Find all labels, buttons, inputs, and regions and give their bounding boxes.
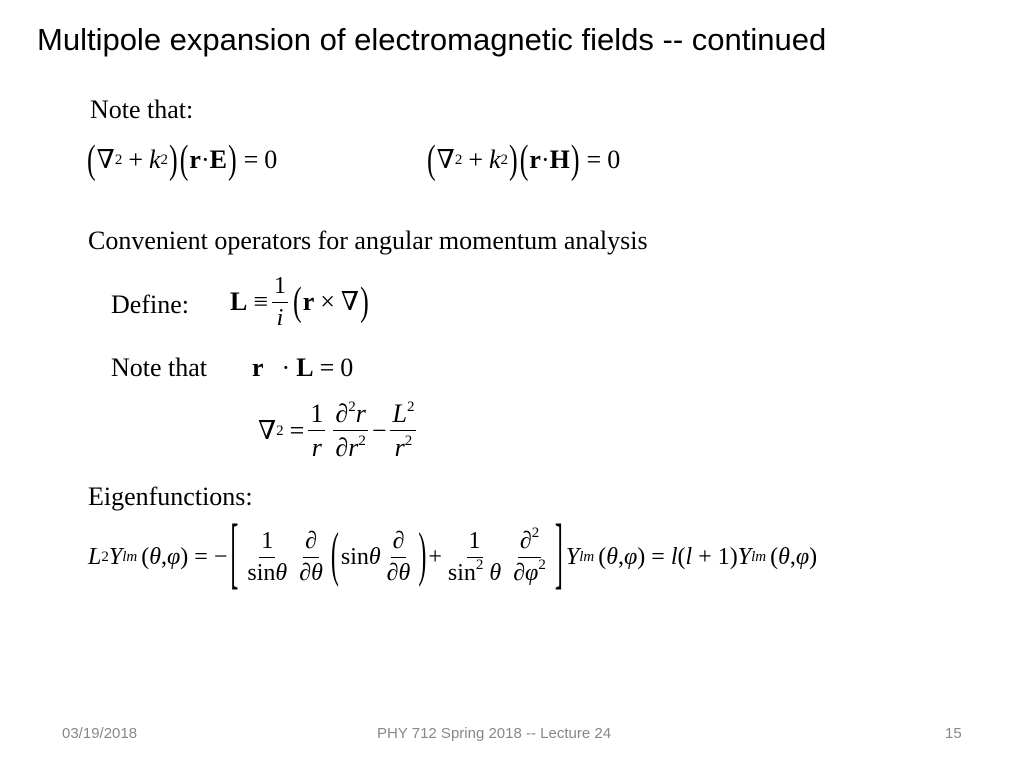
laplacian-equation: ∇ 2 = $\frac{1}{r}$ $\frac{\partial^2r}{\partial r^2}$ − $\frac{L^2}{r^2}$ [258, 399, 415, 463]
eigenfunctions-label: Eigenfunctions: [88, 482, 253, 511]
note-that-label: Note that: [90, 95, 194, 124]
helmholtz-e-equation: ( ∇ 2 + k 2 ) ( r · E ) = 0 [87, 136, 278, 182]
r-dot-l-equation: r · L = 0 [252, 353, 354, 382]
angular-momentum-definition: L ≡ $\frac{1}{i}$ ( r × ∇ ) [230, 273, 369, 331]
page-number: 15 [945, 725, 962, 742]
eigenfunction-equation: L 2 Y lm (θ,φ) = − [ $\frac{1}{\sin\theta}$ $\frac{\partial}{\partial\theta}$ ( sin θ $\frac{\partial}{\partial\theta}$ ) + $\frac{1}{\sin^2 \theta}$ $\frac{\partial^2}{\partial\varphi^2}$ ] Y lm (θ,φ) = l ( l + 1) Y lm (θ,φ) [88, 512, 818, 599]
operators-heading: Convenient operators for angular momentum analysis [88, 226, 648, 255]
note-that-label-2: Note that [111, 353, 208, 382]
footer-date: 03/19/2018 [62, 725, 138, 742]
define-label: Define: [111, 290, 189, 319]
helmholtz-h-equation: ( ∇ 2 + k 2 ) ( r · H ) = 0 [427, 136, 621, 182]
footer-course: PHY 712 Spring 2018 -- Lecture 24 [377, 725, 612, 742]
slide-title: Multipole expansion of electromagnetic fields -- continued [37, 22, 827, 57]
